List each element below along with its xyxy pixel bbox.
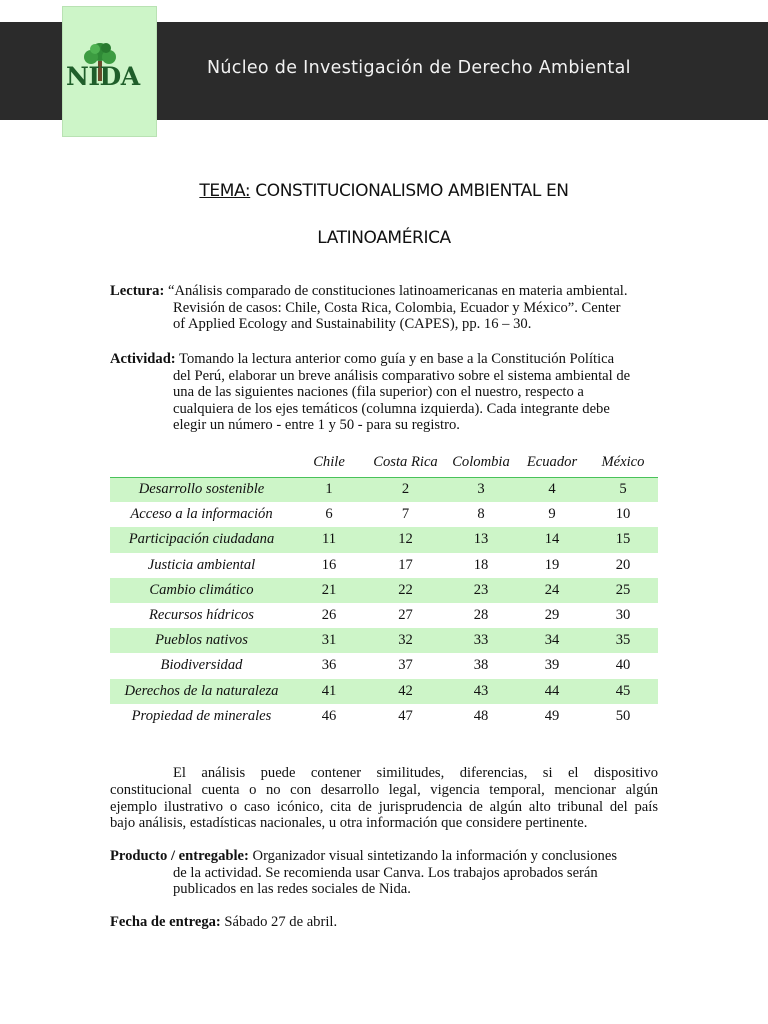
lectura-label: Lectura: — [110, 283, 165, 299]
table-row — [110, 477, 658, 502]
producto-line: publicados en las redes sociales de Nida. — [173, 881, 411, 898]
table-row — [110, 628, 658, 653]
page-title-line-1 — [0, 181, 768, 201]
table-cell: 42 — [365, 679, 446, 704]
fecha-value: Sábado 27 de abril. — [220, 914, 338, 930]
table-cell: 44 — [516, 679, 588, 704]
actividad-line: del Perú, elaborar un breve análisis comparativo sobre el sistema ambiental de — [173, 367, 631, 384]
table-cell: 6 — [325, 506, 333, 523]
table-cell: 17 — [398, 556, 413, 573]
table-row — [110, 502, 658, 527]
producto-line: de la actividad. Se recomienda usar Canva. Los trabajos aprobados serán — [173, 864, 598, 881]
table-cell: 20 — [615, 556, 631, 573]
table-row — [110, 527, 658, 552]
analisis-line: constitucional cuenta o no con desarrollo legal, vigencia temporal, mencionar algún — [110, 781, 658, 798]
table-cell: 18 — [473, 556, 489, 573]
table-cell: 23 — [446, 578, 516, 603]
table-cell: 39 — [544, 657, 560, 674]
assignment-table — [110, 449, 658, 729]
table-cell: 12 — [365, 527, 446, 552]
lectura-line: Revisión de casos: Chile, Costa Rica, Colombia, Ecuador y México”. Center — [173, 299, 621, 316]
producto-paragraph — [110, 848, 658, 898]
table-cell: 1 — [293, 477, 365, 502]
row-label: Pueblos nativos — [110, 628, 293, 653]
table-cell: 31 — [293, 628, 365, 653]
actividad-line: cualquiera de los ejes temáticos (columna izquierda). Cada integrante debe — [173, 400, 610, 417]
table-cell: 29 — [544, 607, 560, 624]
table-cell: 4 — [516, 477, 588, 502]
table-cell: 15 — [588, 527, 658, 552]
column-header-colombia: Colombia — [452, 454, 510, 471]
table-cell: 19 — [544, 556, 560, 573]
lectura-line: of Applied Ecology and Sustainability (CAPES), pp. 16 – 30. — [173, 316, 532, 333]
row-label: Justicia ambiental — [147, 556, 256, 573]
table-cell: 2 — [365, 477, 446, 502]
row-label: Cambio climático — [110, 578, 293, 603]
table-cell: 47 — [398, 707, 413, 724]
row-label: Derechos de la naturaleza — [110, 679, 293, 704]
lectura-line: “Análisis comparado de constituciones latinoamericanas en materia ambiental. — [164, 283, 628, 299]
actividad-line: una de las siguientes naciones (fila superior) con el nuestro, respecto a — [173, 384, 584, 401]
table-cell: 3 — [446, 477, 516, 502]
table-row — [110, 603, 658, 628]
column-header — [110, 449, 293, 477]
producto-line: Organizador visual sintetizando la información y conclusiones — [248, 848, 618, 864]
table-cell: 50 — [615, 707, 631, 724]
table-cell: 48 — [473, 707, 489, 724]
actividad-line: Tomando la lectura anterior como guía y en base a la Constitución Política — [175, 351, 615, 367]
analisis-paragraph — [110, 765, 658, 832]
table-cell: 24 — [516, 578, 588, 603]
table-header-row — [110, 449, 658, 477]
table-cell: 45 — [588, 679, 658, 704]
table-cell: 11 — [293, 527, 365, 552]
table-row — [110, 653, 658, 678]
table-row — [110, 553, 658, 578]
org-name: Núcleo de Investigación de Derecho Ambiental — [207, 58, 631, 78]
table-cell: 16 — [321, 556, 337, 573]
fecha-paragraph — [110, 914, 658, 931]
table-cell: 33 — [446, 628, 516, 653]
table-cell: 37 — [398, 657, 413, 674]
row-label: Propiedad de minerales — [131, 707, 272, 724]
table-body — [110, 477, 658, 729]
table-cell: 43 — [446, 679, 516, 704]
table-cell: 38 — [473, 657, 489, 674]
column-header-ecuador: Ecuador — [526, 454, 578, 471]
actividad-label: Actividad: — [110, 351, 176, 367]
row-label: Desarrollo sostenible — [110, 477, 293, 502]
row-label: Acceso a la información — [130, 506, 273, 523]
analisis-line: ejemplo ilustrativo o caso icónico, cita de jurisprudencia de algún alto tribunal del país — [110, 798, 658, 815]
column-header-chile: Chile — [313, 454, 345, 471]
table-cell: 21 — [293, 578, 365, 603]
table-cell: 13 — [446, 527, 516, 552]
analisis-line: El análisis puede contener similitudes, diferencias, si el dispositivo — [173, 765, 658, 781]
table-cell: 7 — [401, 506, 410, 523]
nida-logo — [62, 6, 157, 137]
table-cell: 30 — [615, 607, 631, 624]
column-header-mexico: México — [601, 454, 645, 471]
page-title-line-2: LATINOAMÉRICA — [317, 228, 451, 248]
table-cell: 25 — [588, 578, 658, 603]
table-cell: 46 — [321, 707, 337, 724]
table-cell: 36 — [321, 657, 337, 674]
table-cell: 34 — [516, 628, 588, 653]
column-header-costa-rica: Costa Rica — [373, 454, 438, 471]
table-cell: 28 — [473, 607, 489, 624]
table-cell: 14 — [516, 527, 588, 552]
actividad-paragraph — [110, 351, 658, 434]
table-cell: 41 — [293, 679, 365, 704]
row-label: Participación ciudadana — [110, 527, 293, 552]
lectura-paragraph — [110, 283, 658, 333]
analisis-line: bajo análisis, estadísticas nacionales, u otra información que considere pertinente. — [110, 815, 588, 832]
title-text-1: CONSTITUCIONALISMO AMBIENTAL EN — [250, 181, 569, 201]
table-cell: 26 — [321, 607, 337, 624]
table-cell: 8 — [477, 506, 485, 523]
table-cell: 35 — [588, 628, 658, 653]
table-cell: 9 — [548, 506, 556, 523]
table-row — [110, 704, 658, 729]
row-label: Biodiversidad — [160, 657, 243, 674]
producto-label: Producto / entregable: — [110, 848, 249, 864]
row-label: Recursos hídricos — [149, 607, 254, 624]
table-cell: 49 — [544, 707, 560, 724]
table-row — [110, 578, 658, 603]
table-cell: 32 — [365, 628, 446, 653]
table-cell: 5 — [588, 477, 658, 502]
table-cell: 22 — [365, 578, 446, 603]
table-cell: 27 — [398, 607, 413, 624]
table-row — [110, 679, 658, 704]
fecha-label: Fecha de entrega: — [110, 914, 221, 930]
table-cell: 40 — [615, 657, 631, 674]
logo-text: NIDA — [66, 62, 140, 91]
tema-label: TEMA: — [199, 181, 251, 201]
table-cell: 10 — [615, 506, 631, 523]
actividad-line: elegir un número - entre 1 y 50 - para su registro. — [173, 417, 460, 434]
